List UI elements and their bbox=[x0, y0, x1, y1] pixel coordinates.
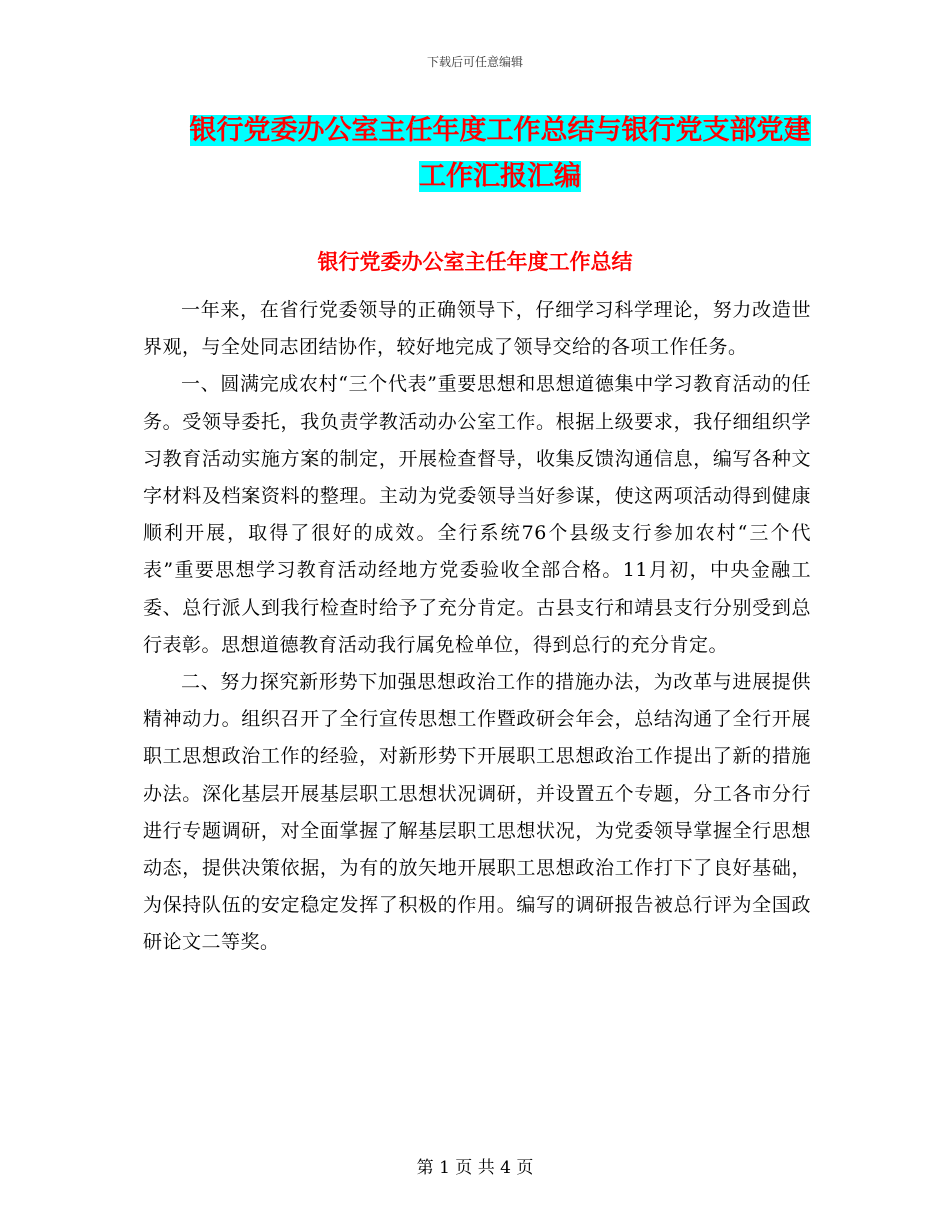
document-title-line-1: 银行党委办公室主任年度工作总结与银行党支部党建 bbox=[189, 115, 811, 146]
paragraph-intro: 一年来，在省行党委领导的正确领导下，仔细学习科学理论，努力改造世界观，与全处同志团结协作，较好地完成了领导交给的各项工作任务。 bbox=[143, 299, 811, 359]
body-text bbox=[143, 292, 811, 962]
paragraph-item-1: 一、圆满完成农村“三个代表”重要思想和思想道德集中学习教育活动的任务。受领导委托，我负责学教活动办公室工作。根据上级要求，我仔细组织学习教育活动实施方案的制定，开展检查督导，收集反馈沟通信息，编写各种文字材料及档案资料的整理。主动为党委领导当好参谋，使这两项活动得到健康顺利开展，取得了很好的成效。全行系统76个县级支行参加农村“三个代表”重要思想学习教育活动经地方党委验收全部合格。11月初，中央金融工委、总行派人到我行检查时给予了充分肯定。古县支行和靖县支行分别受到总行表彰。思想道德教育活动我行属免检单位，得到总行的充分肯定。 bbox=[143, 373, 811, 656]
document-title-line-2: 工作汇报汇编 bbox=[419, 161, 581, 192]
paragraph-item-2: 二、努力探究新形势下加强思想政治工作的措施办法，为改革与进展提供精神动力。组织召开了全行宣传思想工作暨政研会年会，总结沟通了全行开展职工思想政治工作的经验，对新形势下开展职工思想政治工作提出了新的措施办法。深化基层开展基层职工思想状况调研，并设置五个专题，分工各市分行进行专题调研，对全面掌握了解基层职工思想状况，为党委领导掌握全行思想动态，提供决策依据，为有的放矢地开展职工思想政治工作打下了良好基础，为保持队伍的安定稳定发挥了积极的作用。编写的调研报告被总行评为全国政研论文二等奖。 bbox=[143, 671, 811, 954]
header-note: 下载后可任意编辑 bbox=[426, 55, 523, 69]
document-title bbox=[140, 108, 860, 200]
section-title: 银行党委办公室主任年度工作总结 bbox=[317, 250, 633, 274]
page-number-footer: 第 1 页 共 4 页 bbox=[416, 1158, 534, 1178]
